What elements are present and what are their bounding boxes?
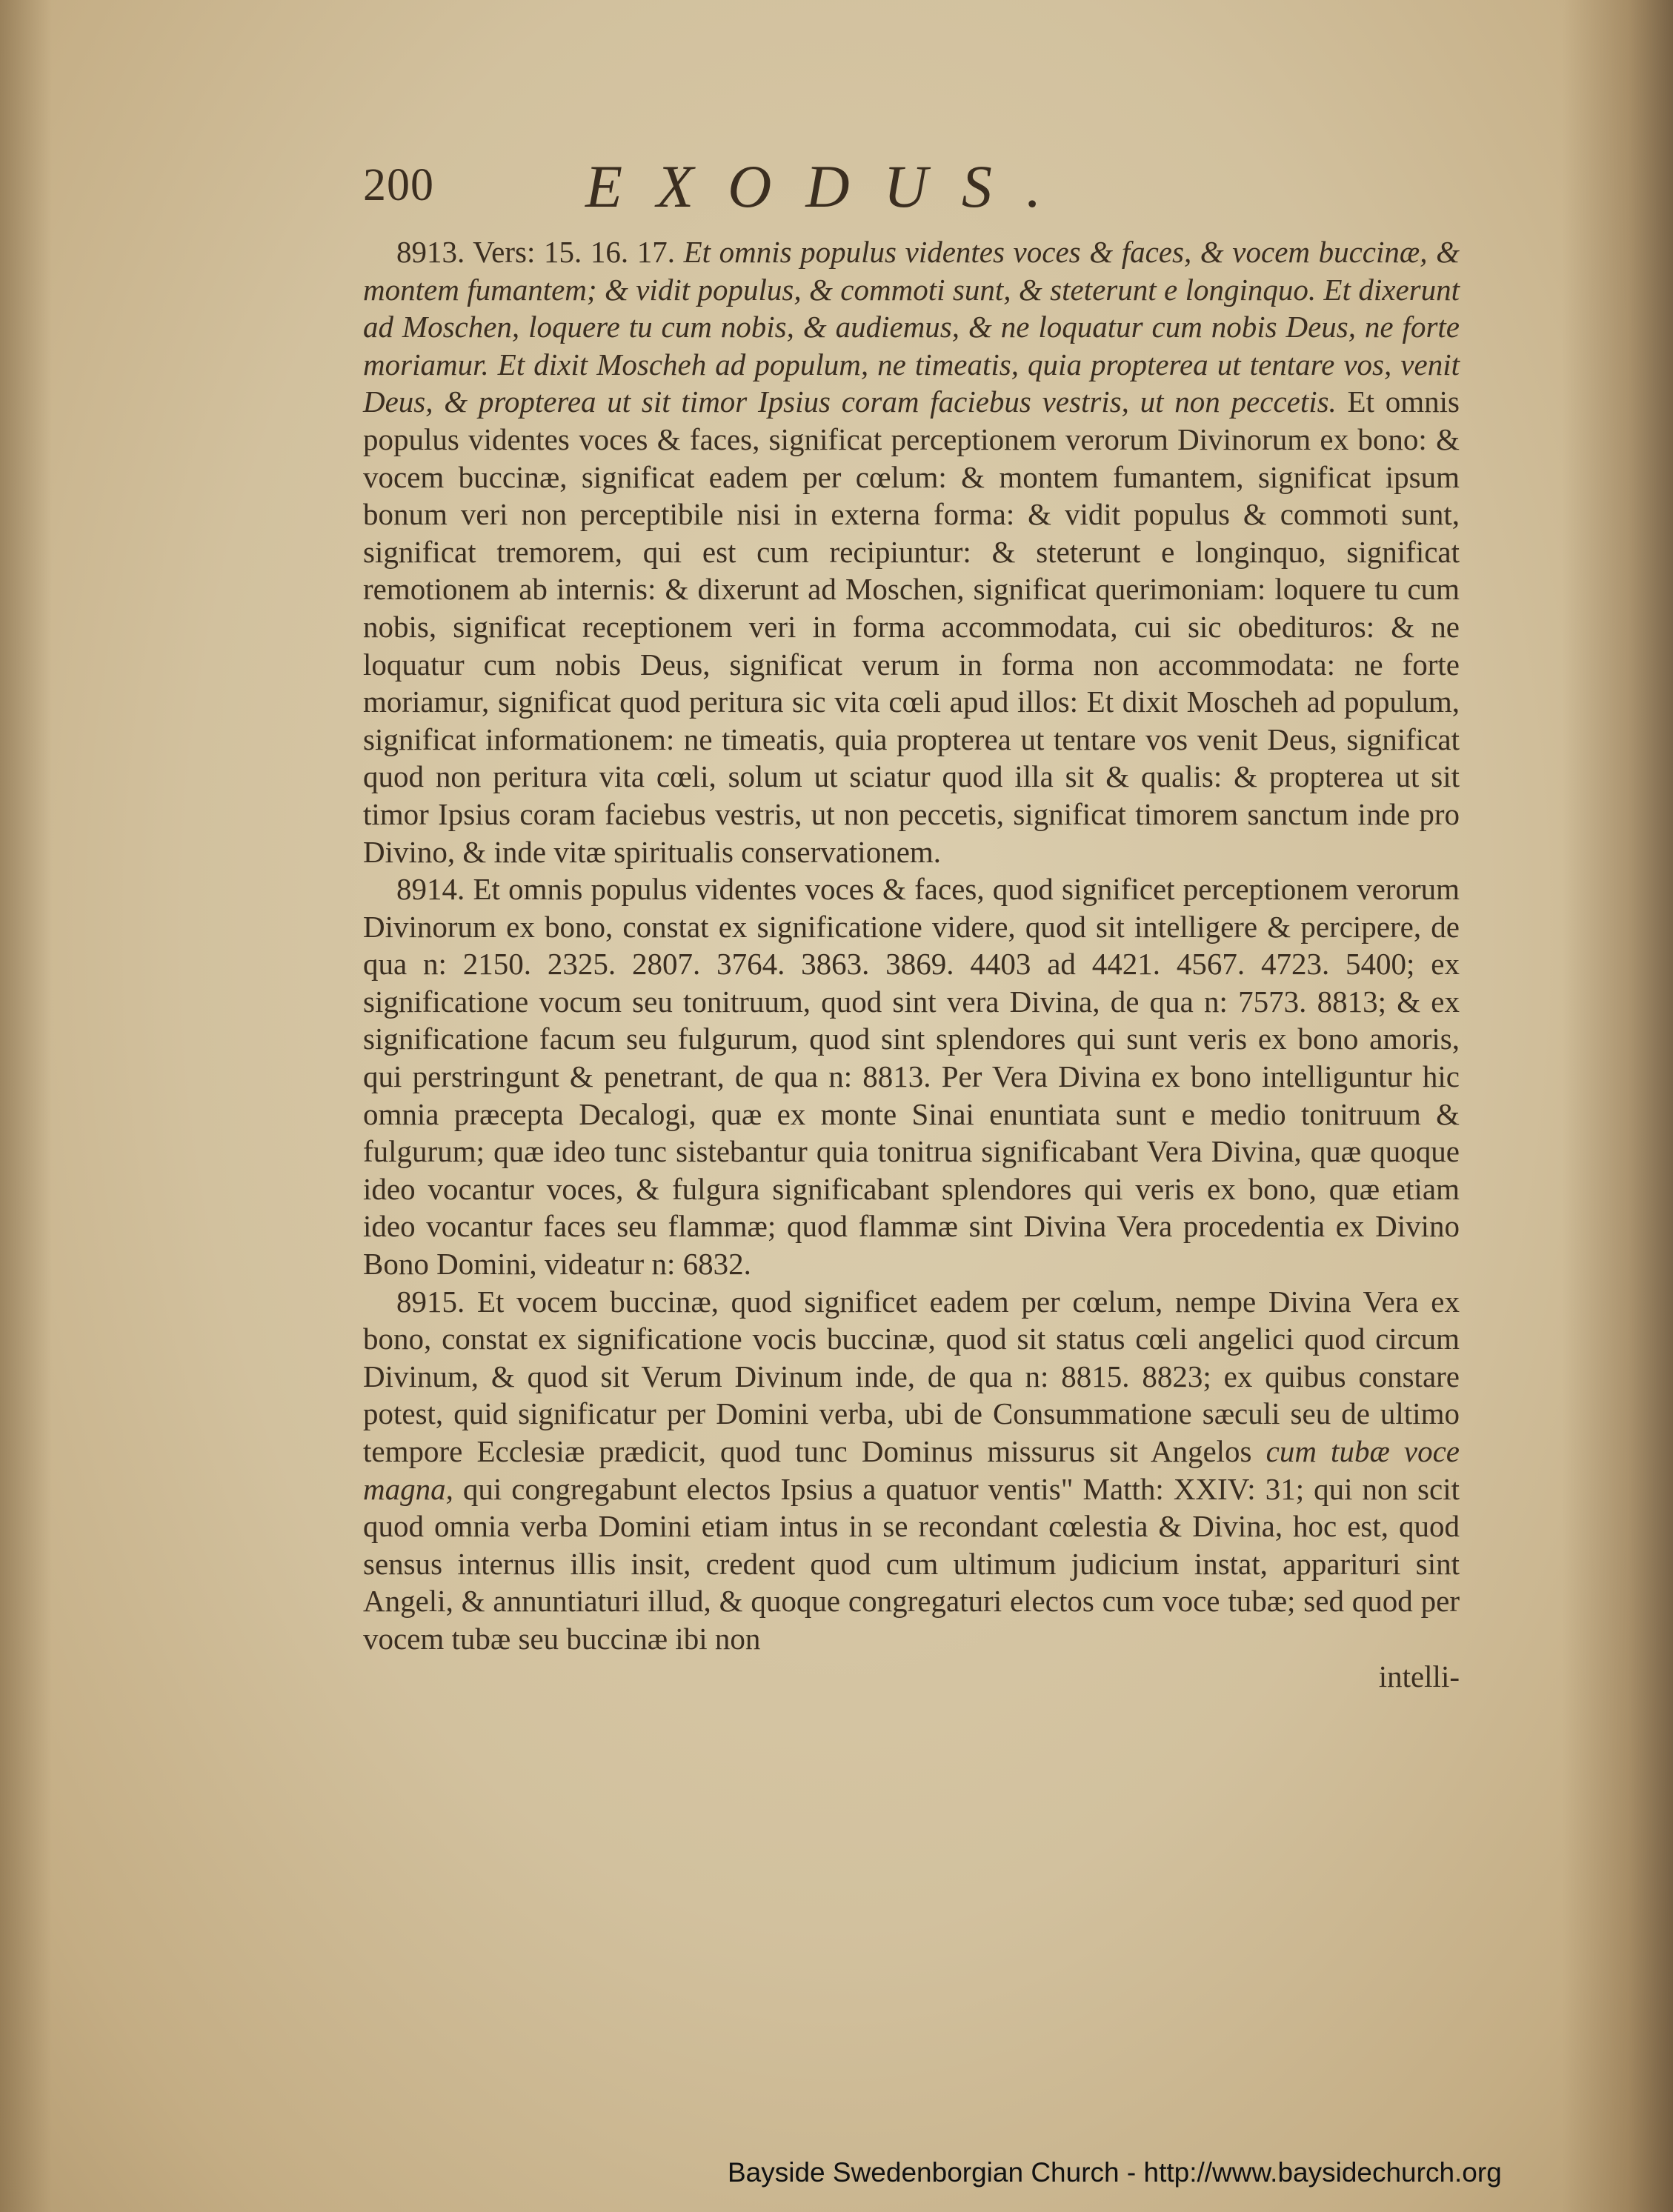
text-segment: Et omnis populus videntes voces & faces, significat perceptionem verorum Divinorum ex bono: & vocem buccinæ, significat eadem per cœlum: & montem fumantem, significat ipsum bonum veri non perceptibile nisi in externa forma: & vidit populus & commoti sunt, significat tremorem, qui est cum recipiuntur: & steterunt e longinquo, significat remotionem ab internis: & dixerunt ad Moschen, significat querimoniam: loquere tu cum nobis, significat receptionem veri in forma accommodata, cui sic obedituros: & ne loquatur cum nobis Deus, significat verum in forma non accommodata: ne forte moriamur, significat quod peritura sic vita cœli apud illos: Et dixit Moscheh ad populum, significat informationem: ne timeatis, quia propterea ut tentare vos venit Deus, significat quod non peritura vita cœli, solum ut sciatur quod illa sit & qualis: & propterea ut sit timor Ipsius coram faciebus vestris, ut non peccetis, significat timorem sanctum inde pro Divino, & inde vitæ spiritualis conservationem. [363,384,1460,869]
page-left-edge [0,0,52,2212]
text-segment: 8913. Vers: 15. 16. 17. [396,235,684,269]
body-text [363,233,1460,1658]
paragraph-3 [363,1283,1460,1658]
page-binding-shadow [1562,0,1673,2212]
italic-text: cum tubæ voce magna, [363,1434,1460,1506]
running-title: EXODUS. [585,153,1076,220]
text-segment: 8915. Et vocem buccinæ, quod significet eadem per cœlum, nempe Divina Vera ex bono, constat ex significatione vocis buccinæ, quod sit status cœli angelici quod circum Divinum, & quod sit Verum Divinum inde, de qua n: 8815. 8823; ex quibus constare potest, quid significatur per Domini verba, ubi de Consummatione sæculi seu de ultimo tempore Ecclesiæ prædicit, quod tunc Dominus missurus sit Angelos [363,1284,1460,1468]
paragraph-2 [363,870,1460,1283]
text-segment: 8914. Et omnis populus videntes voces & faces, quod significet perceptionem verorum Divinorum ex bono, constat ex significatione videre, quod sit intelligere & percipere, de qua n: 2150. 2325. 2807. 3764. 3863. 3869. 4403 ad 4421. 4567. 4723. 5400; ex significatione vocum seu tonitruum, quod sint vera Divina, de qua n: 7573. 8813; & ex significatione facum seu fulgurum, quod sint splendores qui sunt veris ex bono amoris, qui perstringunt & penetrant, de qua n: 8813. Per Vera Divina ex bono intelliguntur hic omnia præcepta Decalogi, quæ ex monte Sinai enuntiata sunt e medio tonitruum & fulgurum; quæ ideo tunc sistebantur quia tonitrua significabant Vera Divina, quæ quoque ideo vocantur voces, & fulgura significabant splendores qui veris ex bono, quæ etiam ideo vocantur faces seu flammæ; quod flammæ sint Divina Vera procedentia ex Divino Bono Domini, videatur n: 6832. [363,872,1460,1282]
text-segment: qui congregabunt electos Ipsius a quatuor ventis" Matth: XXIV: 31; qui non scit quod omnia verba Domini etiam intus in se recondant cœlestia & Divina, hoc est, quod sensus internus illis insit, credent quod cum ultimum judicium instat, apparituri sint Angeli, & annuntiaturi illud, & quoque congregaturi electos cum voce tubæ; sed quod per vocem tubæ seu buccinæ ibi non [363,1471,1460,1656]
page-header [363,152,1460,233]
paragraph-1 [363,233,1460,870]
page-number: 200 [363,160,434,210]
watermark-credit: Bayside Swedenborgian Church - http://www.baysidechurch.org [728,2157,1502,2188]
text-block [363,152,1460,1695]
italic-text: Et omnis populus videntes voces & faces, & vocem buccinæ, & montem fumantem; & vidit populus, & commoti sunt, & steterunt e longinquo. Et dixerunt ad Moschen, loquere tu cum nobis, & audiemus, & ne loquatur cum nobis Deus, ne forte moriamur. Et dixit Moscheh ad populum, ne timeatis, quia propterea ut tentare vos, venit Deus, & propterea ut sit timor Ipsius coram faciebus vestris, ut non peccetis. [363,235,1460,419]
catchword: intelli- [1378,1659,1460,1693]
